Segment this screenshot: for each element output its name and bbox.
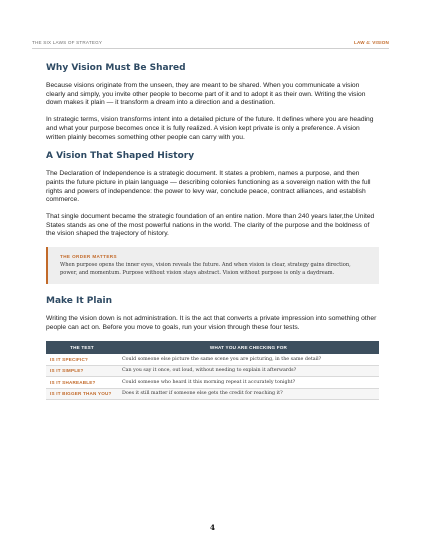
chapter-label: LAW 4: VISION: [353, 39, 389, 45]
section-heading-why-vision-shared: Why Vision Must Be Shared: [46, 63, 186, 73]
callout-box: [46, 247, 379, 284]
vision-tests-table: [46, 341, 379, 401]
test-name: IS IT SHAREABLE?: [46, 377, 118, 389]
test-name: IS IT SIMPLE?: [46, 365, 118, 377]
test-description: Can you say it once, out loud, without needing to explain it afterwards?: [118, 365, 379, 377]
page-content: [46, 54, 379, 400]
test-description: Could someone else picture the same scene you are picturing, in the same detail?: [118, 354, 379, 366]
test-description: Does it still matter if someone else gets the credit for reaching it?: [118, 388, 379, 400]
header-divider: [32, 48, 389, 49]
section-heading-make-it-plain: Make It Plain: [46, 296, 113, 307]
table-row: [46, 354, 379, 366]
book-title: THE SIX LAWS OF STRATEGY: [32, 39, 103, 45]
section-heading-vision-history: A Vision That Shaped History: [46, 151, 195, 162]
column-header-checking-for: WHAT YOU ARE CHECKING FOR: [118, 341, 379, 354]
table-row: [46, 388, 379, 400]
paragraph: In strategic terms, vision transforms intent into a detailed picture of the future. It defines where you are heading and what your purpose becomes once it is fully realized. A vision kept private is only a preference. A vision written plainly becomes something other people can carry with you.: [46, 116, 374, 141]
paragraph: Writing the vision down is not administration. It is the act that converts a private impression into something other people can act on. Before you move to goals, run your vision through these four tests.: [46, 315, 377, 332]
test-name: IS IT BIGGER THAN YOU?: [46, 388, 118, 400]
running-header: [32, 36, 389, 48]
test-description: Could someone who heard it this morning repeat it accurately tonight?: [118, 377, 379, 389]
test-name: IS IT SPECIFIC?: [46, 354, 118, 366]
table-row: [46, 377, 379, 389]
column-header-test: THE TEST: [46, 341, 118, 354]
paragraph: Because visions originate from the unseen, they are meant to be shared. When you communicate a vision clearly and simply, you invite other people to become part of it and to adopt it as their own. Writing the vision down makes it plain — it transform a dream into a direction and a destination.: [46, 82, 366, 107]
paragraph: That single document became the strategic foundation of an entire nation. More than 240 years later,the United States stands as one of the most powerful nations in the world. The clarity of the purpose and the boldness of the vision shaped the trajectory of history.: [46, 213, 375, 238]
page-number: 4: [209, 523, 216, 532]
paragraph: The Declaration of Independence is a strategic document. It states a problem, names a purpose, and then paints the future picture in plain language — describing colonies functioning as a sovereign nation with the full rights and powers of independence: the power to levy war, conclude peace, contract alliances, and establish commerce.: [46, 170, 371, 204]
table-row: [46, 365, 379, 377]
callout-text: When purpose opens the inner eyes, vision reveals the future. And when vision is clear, strategy gains direction, power, and momentum. Purpose without vision stays abstract. Vision without purpose is only a daydream.: [60, 262, 351, 276]
callout-label: THE ORDER MATTERS: [60, 254, 117, 260]
table-header-row: [46, 341, 379, 354]
